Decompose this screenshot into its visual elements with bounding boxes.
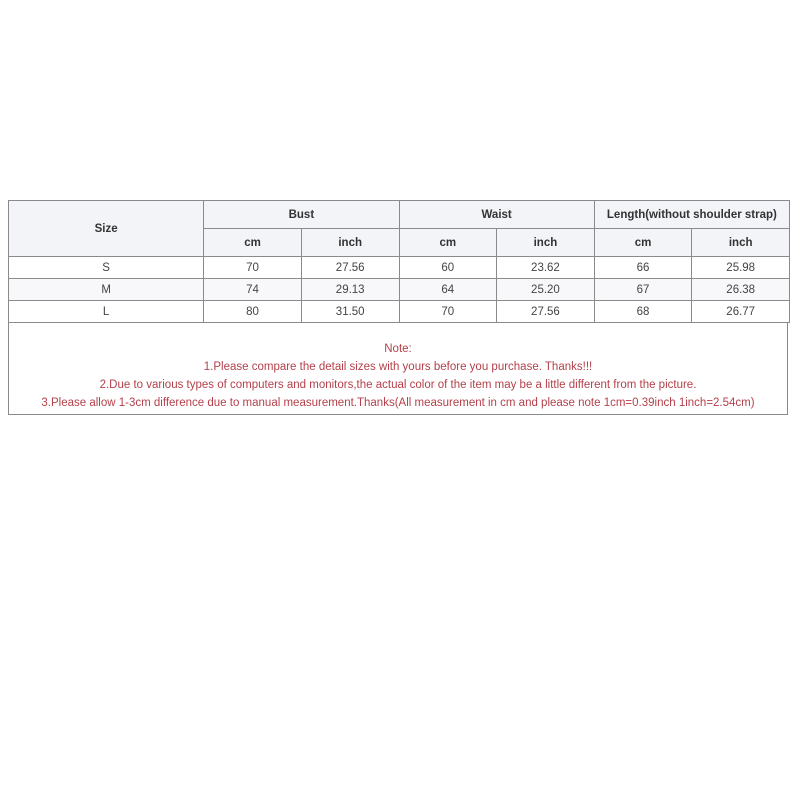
note-box xyxy=(8,323,788,415)
waist-cm-cell: 64 xyxy=(399,279,497,301)
waist-inch-cell: 25.20 xyxy=(497,279,595,301)
bust-cm-cell: 74 xyxy=(204,279,302,301)
size-cell: S xyxy=(9,257,204,279)
length-inch-header: inch xyxy=(692,229,790,257)
length-cm-cell: 68 xyxy=(594,301,692,323)
waist-cm-cell: 70 xyxy=(399,301,497,323)
bust-inch-cell: 29.13 xyxy=(301,279,399,301)
waist-inch-cell: 27.56 xyxy=(497,301,595,323)
table-row xyxy=(9,257,790,279)
note-line-3: 3.Please allow 1-3cm difference due to manual measurement.Thanks(All measurement in cm and please note 1cm=0.39inch 1inch=2.54cm) xyxy=(41,397,755,409)
waist-inch-cell: 23.62 xyxy=(497,257,595,279)
size-cell: L xyxy=(9,301,204,323)
bust-cm-header: cm xyxy=(204,229,302,257)
length-inch-cell: 25.98 xyxy=(692,257,790,279)
size-table xyxy=(8,200,790,323)
note-line-2: 2.Due to various types of computers and monitors,the actual color of the item may be a little different from the picture. xyxy=(99,379,697,391)
length-cm-cell: 66 xyxy=(594,257,692,279)
bust-cm-cell: 80 xyxy=(204,301,302,323)
bust-header: Bust xyxy=(204,201,399,229)
header-row-groups xyxy=(9,201,790,229)
length-inch-cell: 26.38 xyxy=(692,279,790,301)
waist-inch-header: inch xyxy=(497,229,595,257)
bust-cm-cell: 70 xyxy=(204,257,302,279)
length-header: Length(without shoulder strap) xyxy=(594,201,789,229)
size-cell: M xyxy=(9,279,204,301)
waist-header: Waist xyxy=(399,201,594,229)
note-title: Note: xyxy=(384,343,412,355)
size-header: Size xyxy=(9,201,204,257)
length-cm-cell: 67 xyxy=(594,279,692,301)
waist-cm-header: cm xyxy=(399,229,497,257)
bust-inch-header: inch xyxy=(301,229,399,257)
size-chart xyxy=(8,200,790,415)
length-cm-header: cm xyxy=(594,229,692,257)
waist-cm-cell: 60 xyxy=(399,257,497,279)
note-line-1: 1.Please compare the detail sizes with yours before you purchase. Thanks!!! xyxy=(203,361,593,373)
table-row xyxy=(9,279,790,301)
length-inch-cell: 26.77 xyxy=(692,301,790,323)
bust-inch-cell: 27.56 xyxy=(301,257,399,279)
table-row xyxy=(9,301,790,323)
bust-inch-cell: 31.50 xyxy=(301,301,399,323)
